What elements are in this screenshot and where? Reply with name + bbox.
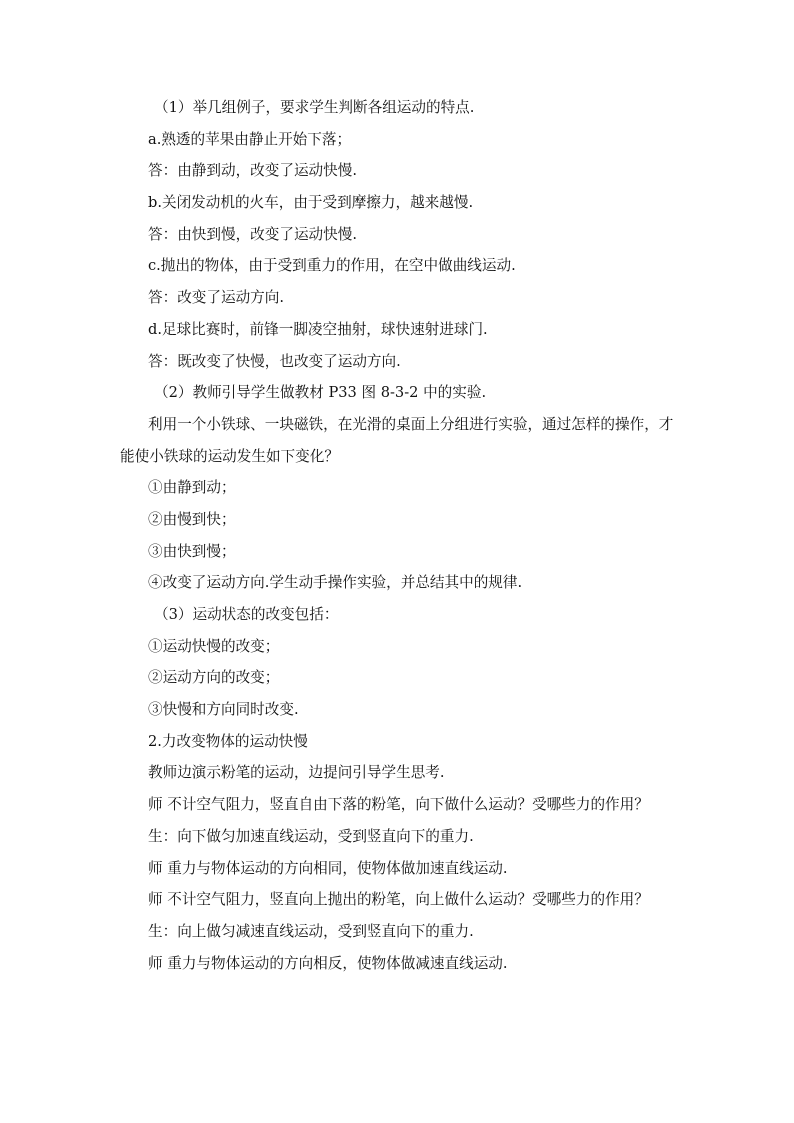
paragraph-5: 答：由快到慢，改变了运动快慢. (148, 225, 357, 243)
paragraph-3: 答：由静到动，改变了运动快慢. (148, 162, 357, 180)
section-heading: 2.力改变物体的运动快慢 (148, 732, 308, 750)
paragraph-4: b.关闭发动机的火车，由于受到摩擦力，越来越慢. (148, 194, 474, 212)
paragraph-25: 师 不计空气阻力，竖直向上抛出的粉笔，向上做什么运动？受哪些力的作用？ (148, 891, 649, 909)
paragraph-22: 师 不计空气阻力，竖直自由下落的粉笔，向下做什么运动？受哪些力的作用？ (148, 796, 649, 814)
paragraph-26: 生：向上做匀减速直线运动，受到竖直向下的重力. (148, 922, 474, 940)
paragraph-16: （3）运动状态的改变包括： (154, 606, 339, 624)
paragraph-8: d.足球比赛时，前锋一脚凌空抽射，球快速射进球门. (148, 320, 488, 338)
paragraph-23: 生：向下做匀加速直线运动，受到竖直向下的重力. (148, 827, 474, 845)
paragraph-24: 师 重力与物体运动的方向相同，使物体做加速直线运动. (148, 859, 508, 877)
paragraph-12: ①由静到动； (148, 479, 236, 497)
paragraph-15: ④改变了运动方向.学生动手操作实验，并总结其中的规律. (148, 574, 523, 592)
paragraph-11: 利用一个小铁球、一块磁铁，在光滑的桌面上分组进行实验，通过怎样的操作，才能使小铁球的运动发生如下变化？ (120, 415, 674, 465)
document-page (120, 92, 680, 979)
paragraph-14: ③由快到慢； (148, 542, 236, 560)
paragraph-19: ③快慢和方向同时改变. (148, 701, 299, 719)
paragraph-13: ②由慢到快； (148, 510, 236, 528)
paragraph-7: 答：改变了运动方向. (148, 289, 284, 307)
paragraph-9: 答：既改变了快慢，也改变了运动方向. (148, 352, 401, 370)
paragraph-10: （2）教师引导学生做教材 P33 图 8-3-2 中的实验. (154, 384, 487, 402)
paragraph-17: ①运动快慢的改变； (148, 637, 280, 655)
paragraph-21: 教师边演示粉笔的运动，边提问引导学生思考. (148, 764, 445, 782)
paragraph-1: （1）举几组例子，要求学生判断各组运动的特点. (154, 99, 475, 116)
paragraph-18: ②运动方向的改变； (148, 669, 280, 687)
paragraph-2: a.熟透的苹果由静止开始下落； (148, 130, 352, 148)
paragraph-6: c.抛出的物体，由于受到重力的作用，在空中做曲线运动. (148, 257, 516, 275)
paragraph-27: 师 重力与物体运动的方向相反，使物体做减速直线运动. (148, 954, 508, 972)
